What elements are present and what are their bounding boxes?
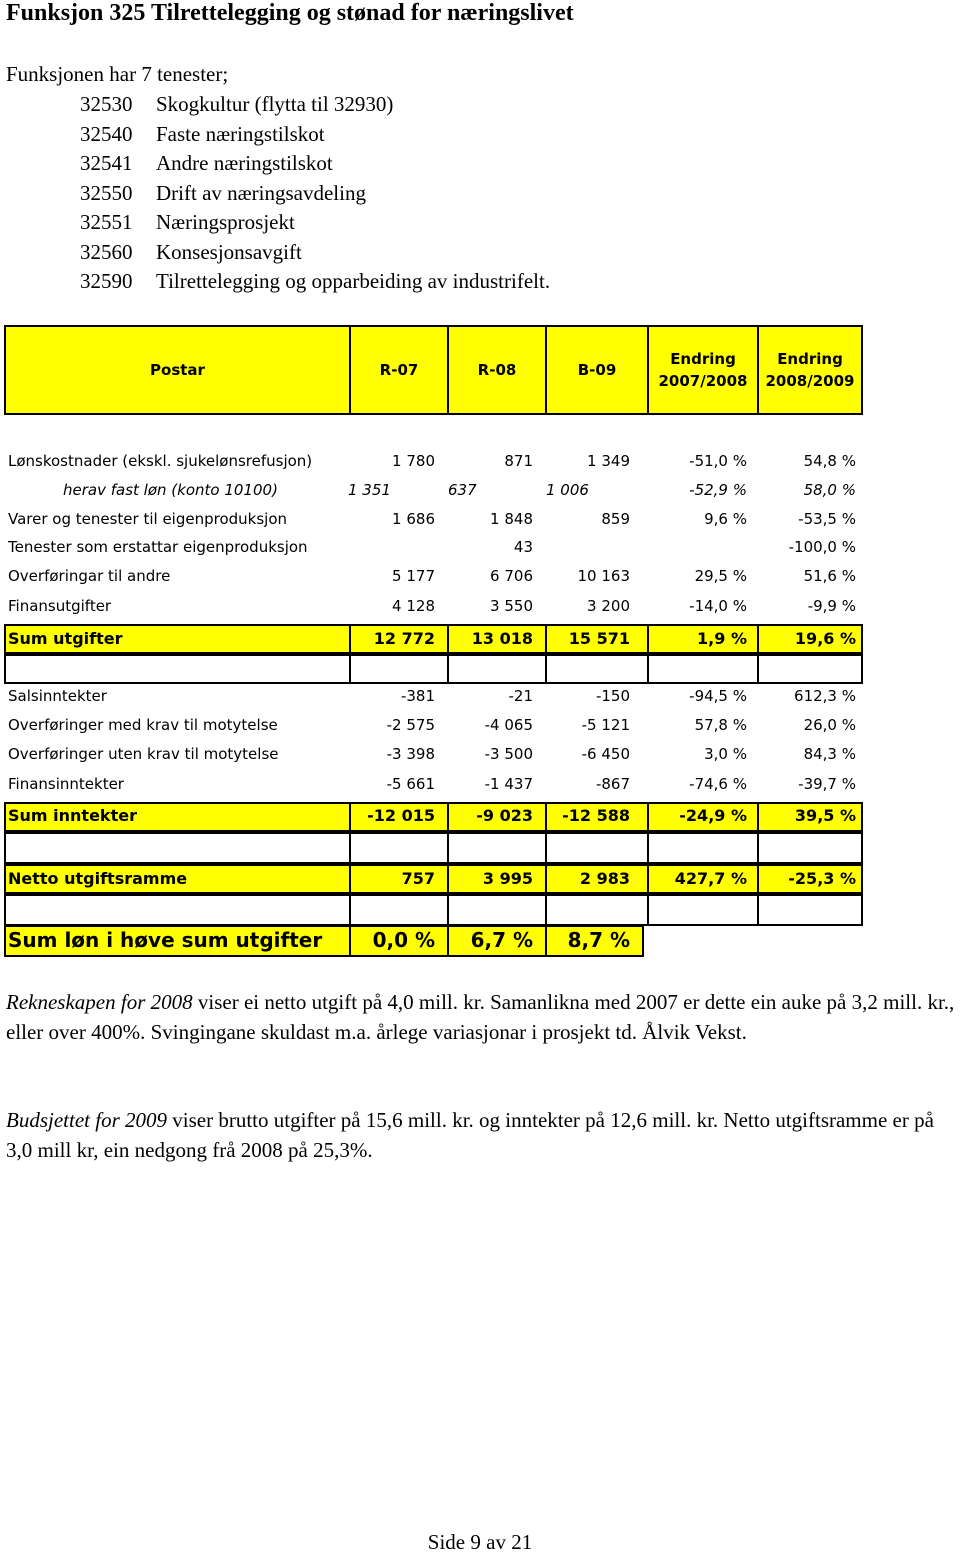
cell-r07: -5 661 [386, 775, 435, 793]
service-item [80, 240, 302, 265]
cell-e1: 57,8 % [694, 716, 747, 734]
service-name: Næringsprosjekt [156, 210, 295, 234]
cell-b09: 10 163 [577, 567, 630, 585]
netto-utgiftsramme-row [8, 869, 860, 893]
cell-e2: 54,8 % [803, 452, 856, 470]
service-name: Andre næringstilskot [156, 151, 333, 175]
row-label: Overføringer med krav til motytelse [8, 716, 278, 734]
service-name: Konsesjonsavgift [156, 239, 302, 264]
cell-b09: 2 983 [579, 869, 630, 888]
row-label: Overføringar til andre [8, 567, 171, 585]
cell-b09: 859 [601, 510, 630, 528]
cell-r08: -9 023 [476, 806, 533, 825]
row-label: Salsinntekter [8, 687, 107, 705]
cell-r08: -21 [508, 687, 533, 705]
cell-r07: 1 780 [392, 452, 435, 470]
cell-e2: 58,0 % [803, 481, 856, 499]
cell-b09: 1 349 [587, 452, 630, 470]
table-row [8, 687, 860, 711]
row-label: Tenester som erstattar eigenproduksjon [8, 538, 308, 556]
service-code: 32540 [80, 121, 133, 146]
cell-r08: -3 500 [484, 745, 533, 763]
paragraph-text: viser ei netto utgift på 4,0 mill. kr. Samanlikna med 2007 er dette ein auke på 3,2 mill. kr., eller over 400%. Svingingane skuldast m.a. årlege variasjonar i prosjekt td. Ålvik Vekst. [6, 990, 955, 1044]
table-row [8, 775, 860, 799]
cell-b09: -867 [595, 775, 630, 793]
cell-e1: 3,0 % [704, 745, 747, 763]
cell-r07: 1 351 [348, 481, 391, 499]
row-label: Lønskostnader (ekskl. sjukelønsrefusjon) [8, 452, 313, 470]
table-row [8, 567, 860, 591]
cell-e1: -74,6 % [689, 775, 747, 793]
row-label: Varer og tenester til eigenproduksjon [8, 510, 288, 528]
cell-e2: -9,9 % [807, 597, 856, 615]
cell-r07: -381 [400, 687, 435, 705]
table-row [8, 510, 860, 534]
paragraph-lead: Budsjettet for 2009 [6, 1108, 167, 1132]
paragraph-budsjett [6, 1105, 958, 1165]
table-row [8, 597, 860, 621]
table-spacer [4, 832, 863, 864]
service-code: 32550 [80, 180, 133, 205]
cell-r08: 3 550 [490, 597, 533, 615]
cell-b09: 3 200 [587, 597, 630, 615]
row-label: Sum inntekter [8, 806, 137, 825]
cell-r07: -12 015 [367, 806, 435, 825]
cell-e2: 612,3 % [794, 687, 856, 705]
sum-utgifter-row [8, 629, 860, 653]
cell-e2: -53,5 % [798, 510, 856, 528]
cell-b09: 8,7 % [567, 928, 630, 952]
service-code: 32541 [80, 151, 133, 175]
sum-lon-row [8, 928, 860, 952]
row-label: Finansutgifter [8, 597, 112, 615]
service-name: Tilrettelegging og opparbeiding av industrifelt. [156, 269, 551, 293]
cell-r07: 0,0 % [372, 928, 435, 952]
cell-r08: 3 995 [482, 869, 533, 888]
header-endring-2007-2008 [649, 327, 759, 413]
service-code: 32590 [80, 269, 133, 293]
table-row [8, 481, 860, 505]
service-item [80, 210, 295, 235]
cell-r07: 757 [401, 869, 435, 888]
cell-r07: -3 398 [386, 745, 435, 763]
table-row [8, 538, 860, 562]
row-label: Overføringer uten krav til motytelse [8, 745, 279, 763]
paragraph-text: viser brutto utgifter på 15,6 mill. kr. og inntekter på 12,6 mill. kr. Netto utgiftsramme er på 3,0 mill kr, ein nedgong frå 2008 på 25,3%. [6, 1108, 934, 1162]
service-item [80, 122, 325, 147]
cell-r08: 43 [513, 538, 533, 556]
cell-e2: -39,7 % [798, 775, 856, 793]
cell-e1: -52,9 % [689, 481, 747, 499]
service-item [80, 92, 393, 117]
cell-e1: 29,5 % [694, 567, 747, 585]
page-title: Funksjon 325 Tilrettelegging og stønad for næringslivet [6, 0, 574, 26]
cell-e2: 19,6 % [794, 629, 856, 648]
cell-b09: 15 571 [568, 629, 630, 648]
header-postar: Postar [6, 327, 351, 413]
header-endring-label: Endring [670, 349, 736, 368]
service-code: 32560 [80, 239, 133, 264]
table-spacer [4, 894, 863, 926]
service-item [80, 181, 366, 206]
table-row [8, 452, 860, 476]
header-r08: R-08 [449, 327, 547, 413]
cell-r07: 4 128 [392, 597, 435, 615]
service-code: 32530 [80, 92, 133, 116]
table-row [8, 745, 860, 769]
cell-r08: 13 018 [471, 629, 533, 648]
cell-b09: -6 450 [581, 745, 630, 763]
table-spacer [4, 654, 863, 684]
cell-e2: -25,3 % [788, 869, 856, 888]
row-label: Finansinntekter [8, 775, 124, 793]
table-header [4, 325, 863, 415]
table-row [8, 716, 860, 740]
cell-r07: 1 686 [392, 510, 435, 528]
paragraph-rekneskap [6, 987, 958, 1047]
cell-e1: -24,9 % [679, 806, 747, 825]
cell-e2: 26,0 % [803, 716, 856, 734]
header-b09: B-09 [547, 327, 649, 413]
cell-b09: -5 121 [581, 716, 630, 734]
cell-e2: 39,5 % [794, 806, 856, 825]
cell-e1: -51,0 % [689, 452, 747, 470]
service-item [80, 269, 550, 294]
cell-b09: 1 006 [546, 481, 589, 499]
intro-text: Funksjonen har 7 tenester; [6, 62, 229, 86]
cell-r08: 871 [504, 452, 533, 470]
header-endring-label: Endring [777, 349, 843, 368]
cell-r08: 637 [448, 481, 477, 499]
cell-r08: 1 848 [490, 510, 533, 528]
header-endring-period: 2007/2008 [658, 372, 748, 390]
service-name: Drift av næringsavdeling [156, 180, 366, 205]
cell-r07: 5 177 [392, 567, 435, 585]
cell-r08: 6,7 % [470, 928, 533, 952]
cell-r08: -1 437 [484, 775, 533, 793]
cell-e1: 427,7 % [674, 869, 747, 888]
service-name: Skogkultur (flytta til 32930) [156, 92, 394, 116]
cell-r08: -4 065 [484, 716, 533, 734]
service-code: 32551 [80, 210, 133, 234]
cell-e2: -100,0 % [788, 538, 856, 556]
cell-e1: 9,6 % [704, 510, 747, 528]
row-label: Netto utgiftsramme [8, 869, 188, 888]
cell-e1: 1,9 % [697, 629, 747, 648]
header-endring-2008-2009 [759, 327, 861, 413]
cell-e2: 51,6 % [803, 567, 856, 585]
row-label: herav fast løn (konto 10100) [63, 481, 278, 499]
service-name: Faste næringstilskot [156, 121, 325, 146]
page-number: Side 9 av 21 [427, 1530, 533, 1554]
cell-e2: 84,3 % [803, 745, 856, 763]
row-label: Sum løn i høve sum utgifter [8, 928, 323, 952]
cell-b09: -12 588 [562, 806, 630, 825]
header-r07: R-07 [351, 327, 449, 413]
cell-e1: -14,0 % [689, 597, 747, 615]
row-label: Sum utgifter [8, 629, 123, 648]
cell-b09: -150 [595, 687, 630, 705]
header-endring-period: 2008/2009 [765, 372, 855, 390]
cell-r08: 6 706 [490, 567, 533, 585]
cell-e1: -94,5 % [689, 687, 747, 705]
cell-r07: 12 772 [373, 629, 435, 648]
paragraph-lead: Rekneskapen for 2008 [6, 990, 193, 1014]
sum-inntekter-row [8, 806, 860, 830]
service-item [80, 151, 333, 176]
cell-r07: -2 575 [386, 716, 435, 734]
